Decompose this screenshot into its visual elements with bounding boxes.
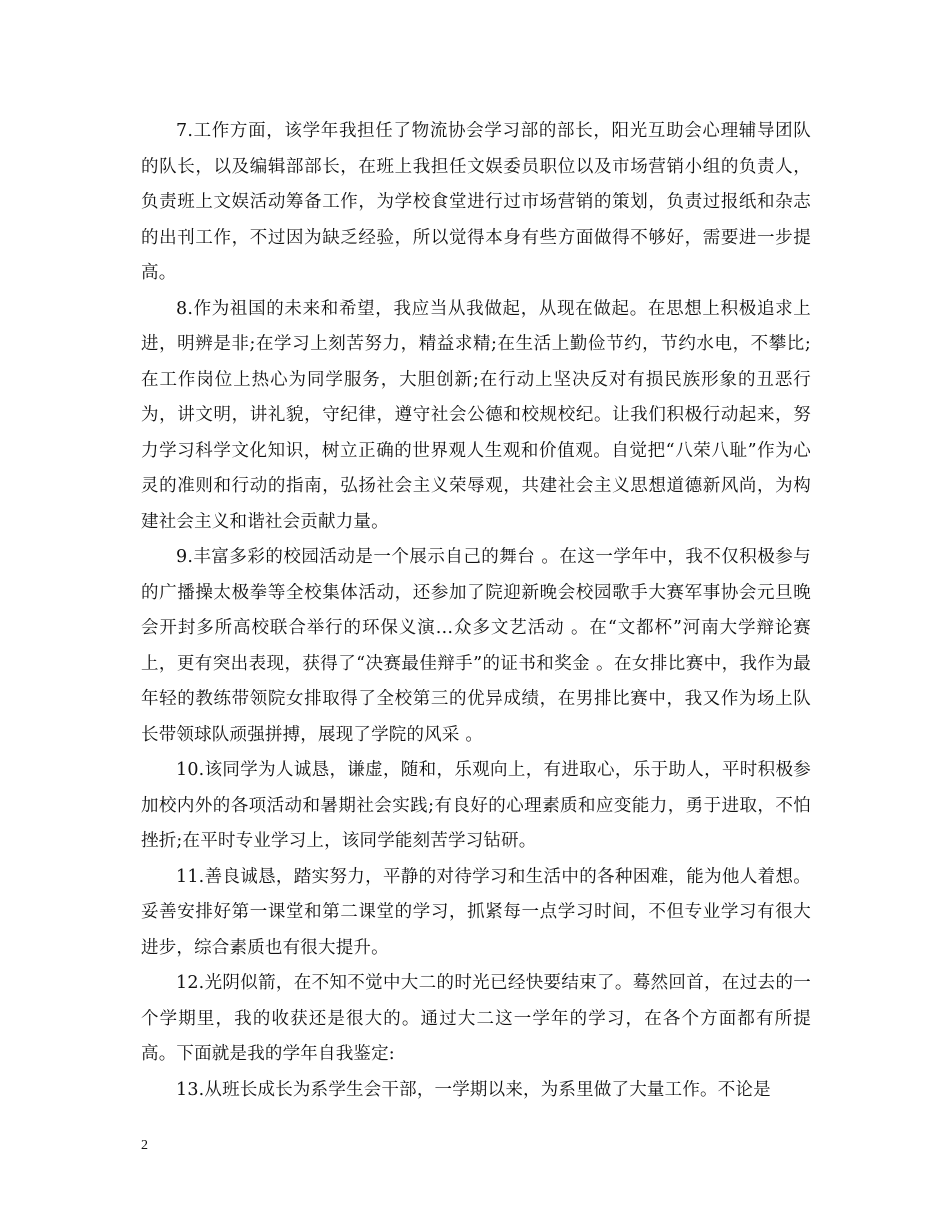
paragraph-10: 10.该同学为人诚恳，谦虚，随和，乐观向上，有进取心，乐于助人，平时积极参加校内外的各项活动和暑期社会实践;有良好的心理素质和应变能力，勇于进取，不怕挫折;在平时专业学习上，该同学能刻苦学习钻研。 xyxy=(141,760,811,851)
page-number: 2 xyxy=(141,1138,148,1153)
paragraph-11: 11.善良诚恳，踏实努力，平静的对待学习和生活中的各种困难，能为他人着想。妥善安排好第一课堂和第二课堂的学习，抓紧每一点学习时间，不但专业学习有很大进步，综合素质也有很大提升。 xyxy=(141,866,811,958)
paragraph-12: 12.光阴似箭，在不知不觉中大二的时光已经快要结束了。蓦然回首，在过去的一个学期里，我的收获还是很大的。通过大二这一学年的学习，在各个方面都有所提高。下面就是我的学年自我鉴定: xyxy=(141,973,811,1064)
paragraph-13: 13.从班长成长为系学生会干部，一学期以来，为系里做了大量工作。不论是 xyxy=(176,1079,771,1100)
document-body xyxy=(141,114,811,1108)
paragraph-7: 7.工作方面，该学年我担任了物流协会学习部的部长，阳光互助会心理辅导团队的队长，以及编辑部部长，在班上我担任文娱委员职位以及市场营销小组的负责人，负责班上文娱活动筹备工作，为学校食堂进行过市场营销的策划，负责过报纸和杂志的出刊工作，不过因为缺乏经验，所以觉得本身有些方面做得不够好，需要进一步提高。 xyxy=(141,121,811,283)
paragraph-9: 9.丰富多彩的校园活动是一个展示自己的舞台 。在这一学年中，我不仅积极参与的广播操太极拳等全校集体活动，还参加了院迎新晚会校园歌手大赛军事协会元旦晚会开封多所高校联合举行的环保义演…众多文艺活动 。在“文都杯”河南大学辩论赛上，更有突出表现，获得了“决赛最佳辩手”的证书和奖金 。在女排比赛中，我作为最年轻的教练带领院女排取得了全校第三的优异成绩，在男排比赛中，我又作为场上队长带领球队顽强拼搏，展现了学院的风采 。 xyxy=(141,547,811,745)
paragraph-8: 8.作为祖国的未来和希望，我应当从我做起，从现在做起。在思想上积极追求上进，明辨是非;在学习上刻苦努力，精益求精;在生活上勤俭节约，节约水电，不攀比;在工作岗位上热心为同学服务，大胆创新;在行动上坚决反对有损民族形象的丑恶行为，讲文明，讲礼貌，守纪律，遵守社会公德和校规校纪。让我们积极行动起来，努力学习科学文化知识，树立正确的世界观人生观和价值观。自觉把“八荣八耻”作为心灵的准则和行动的指南，弘扬社会主义荣辱观，共建社会主义思想道德新风尚，为构建社会主义和谐社会贡献力量。 xyxy=(141,298,811,532)
